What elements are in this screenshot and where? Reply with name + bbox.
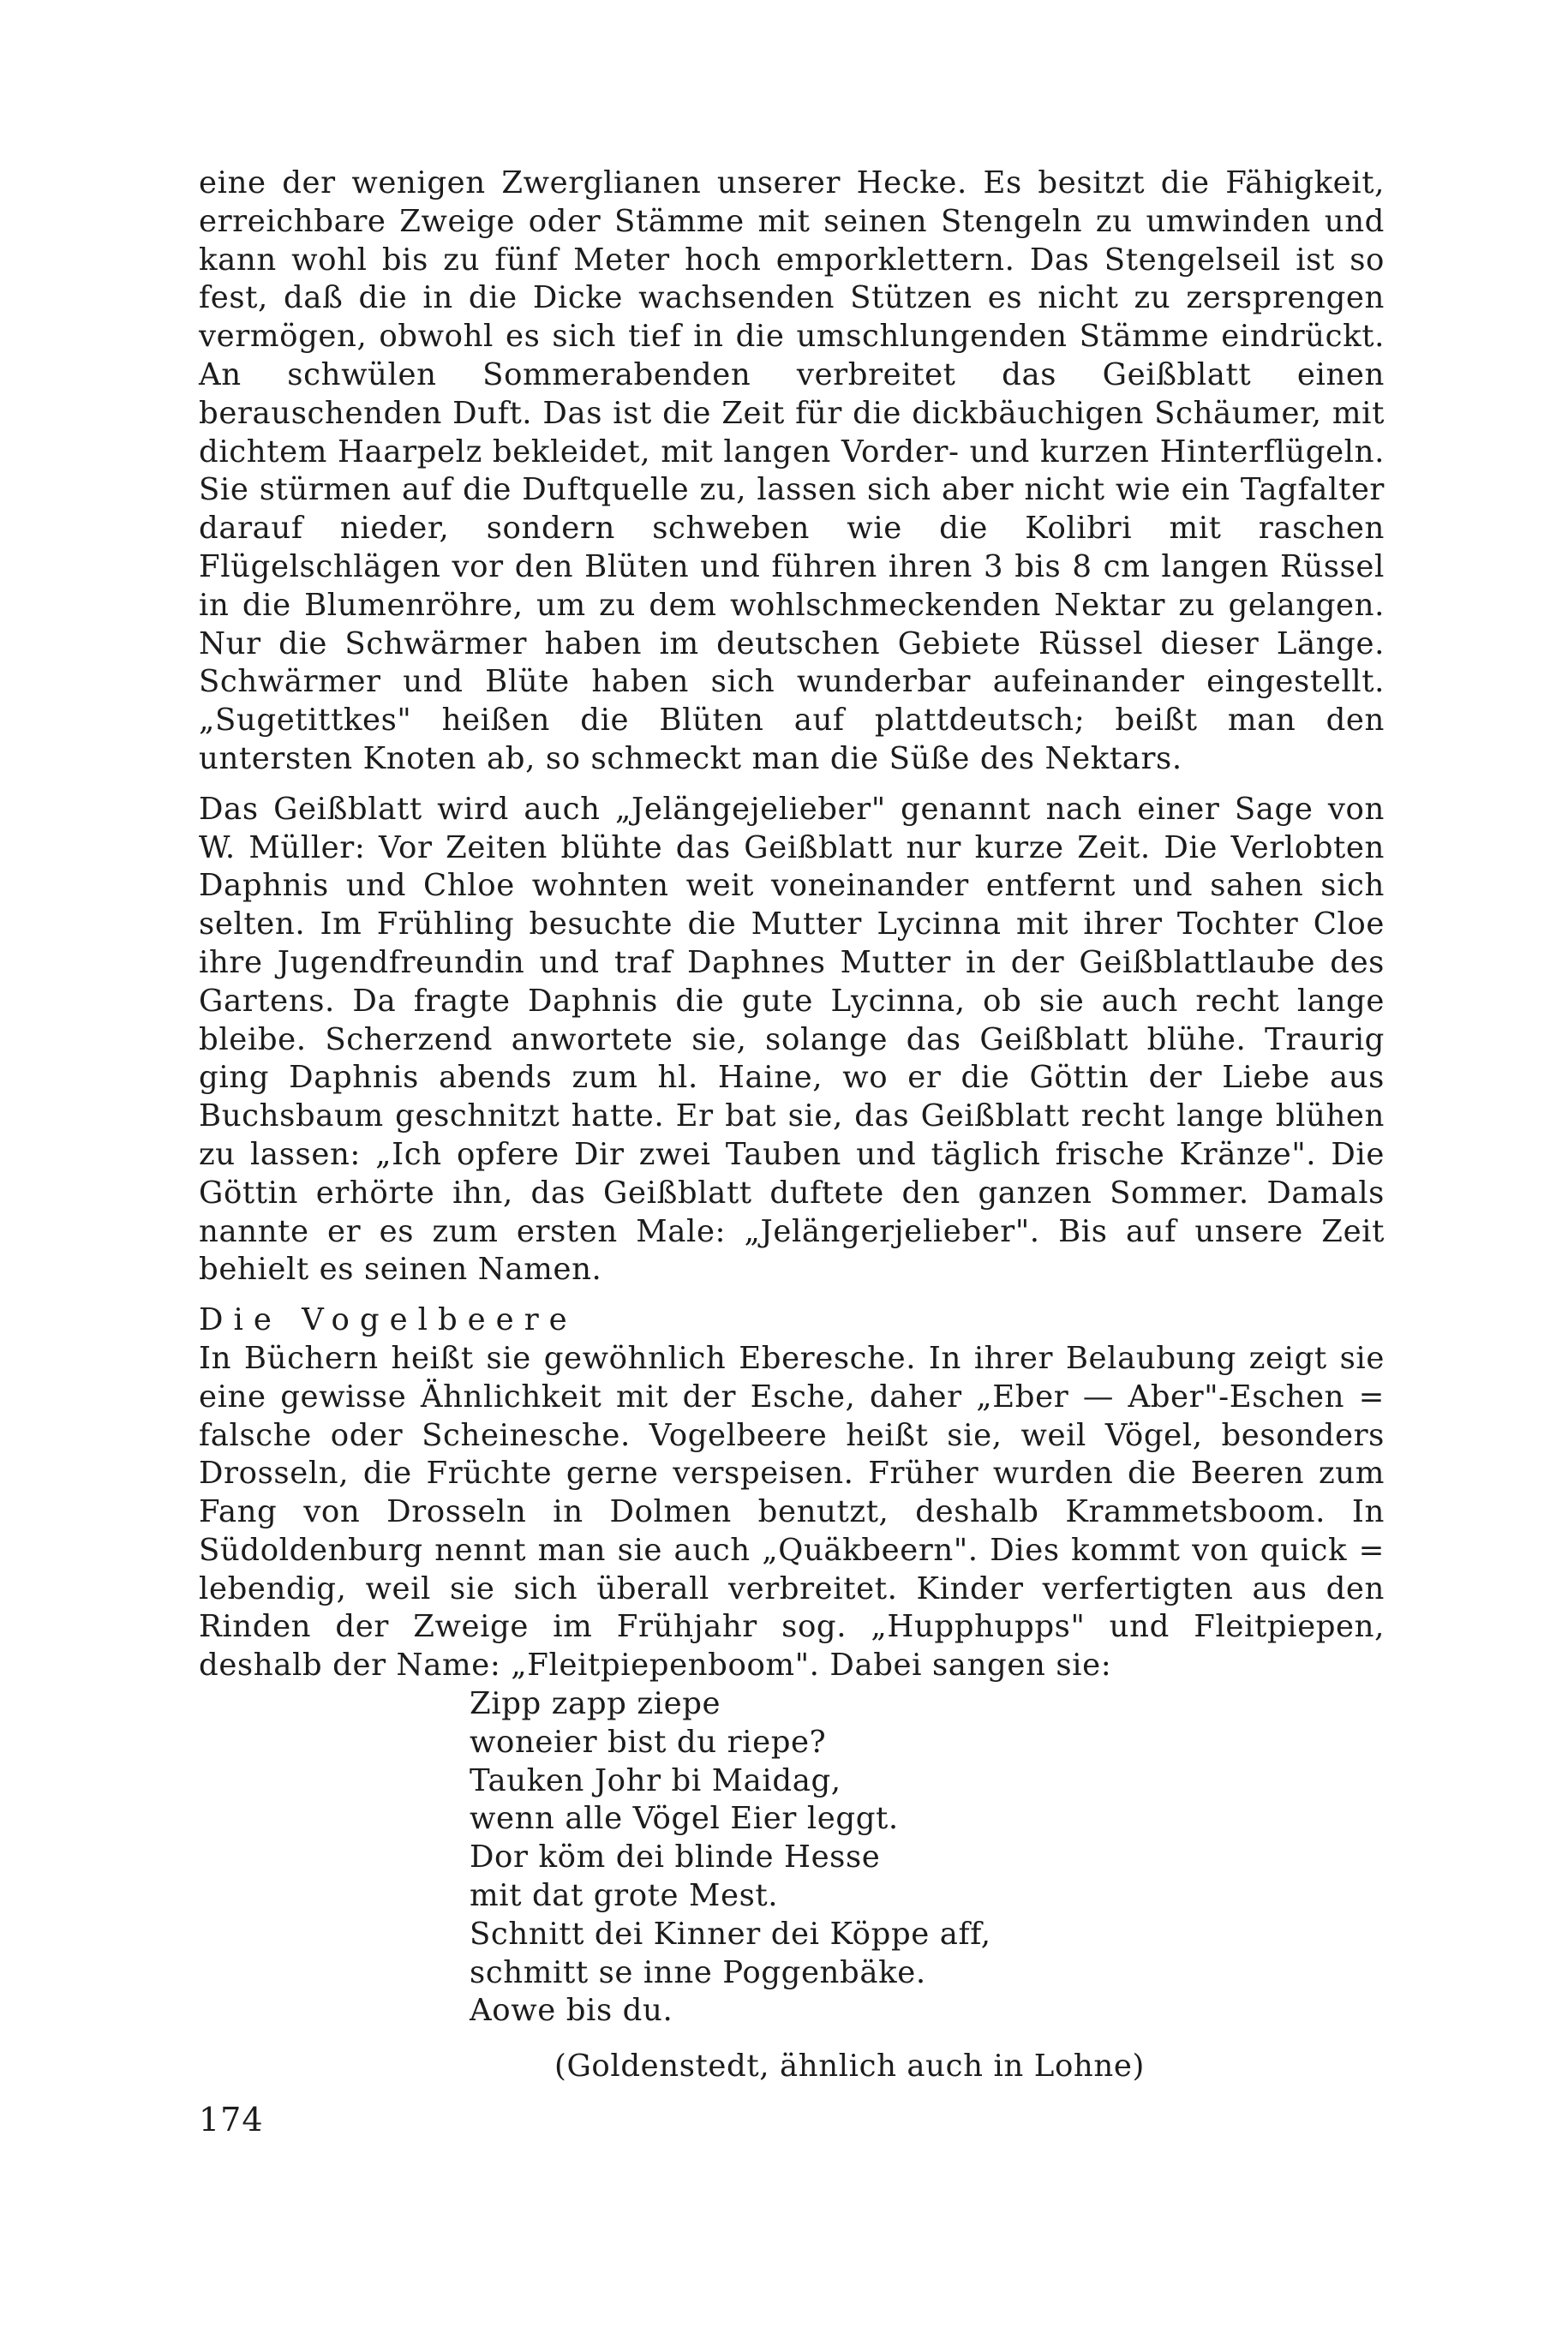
poem-line: woneier bist du riepe? <box>470 1724 827 1760</box>
folk-rhyme <box>470 1685 1385 2031</box>
poem-line: Dor köm dei blinde Hesse <box>470 1839 881 1875</box>
poem-line: schmitt se inne Poggenbäke. <box>470 1954 926 1990</box>
page-number: 174 <box>199 2101 264 2139</box>
poem-line: Schnitt dei Kinner dei Köppe aff, <box>470 1916 991 1952</box>
poem-line: mit dat grote Mest. <box>470 1878 779 1914</box>
paragraph-vogelbeere: In Büchern heißt sie gewöhnlich Eberesche. In ihrer Belaubung zeigt sie eine gewisse Ähnlichkeit mit der Esche, daher „Eber — Aber"-Eschen = falsche oder Scheinesche. Vogelbeere heißt sie, weil Vögel, besonders Drosseln, die Früchte gerne verspeisen. Früher wurden die Beeren zum Fang von Drosseln in Dolmen benutzt, deshalb Krammetsboom. In Südoldenburg nennt man sie auch „Quäkbeern". Dies kommt von quick = lebendig, weil sie sich überall verbreitet. Kinder verfertigten aus den Rinden der Zweige im Frühjahr sog. „Hupphupps" und Fleitpiepen, deshalb der Name: „Fleitpiepenboom". Dabei sangen sie: <box>199 1340 1385 1684</box>
paragraph-jelaengerjelieber-legend: Das Geißblatt wird auch „Jelängejelieber" genannt nach einer Sage von W. Müller: Vor Zeiten blühte das Geißblatt nur kurze Zeit. Die Verlobten Daphnis und Chloe wohnten weit voneinander entfernt und sahen sich selten. Im Frühling besuchte die Mutter Lycinna mit ihrer Tochter Cloe ihre Jugendfreundin und traf Daphnes Mutter in der Geißblattlaube des Gartens. Da fragte Daphnis die gute Lycinna, ob sie auch recht lange bleibe. Scherzend anwortete sie, solange das Geißblatt blühe. Traurig ging Daphnis abends zum hl. Haine, wo er die Göttin der Liebe aus Buchsbaum geschnitzt hatte. Er bat sie, das Geißblatt recht lange blühen zu lassen: „Ich opfere Dir zwei Tauben und täglich frische Kränze". Die Göttin erhörte ihn, das Geißblatt duftete den ganzen Sommer. Damals nannte er es zum ersten Male: „Jelängerjelieber". Bis auf unsere Zeit behielt es seinen Namen. <box>199 791 1385 1288</box>
paragraph-honeysuckle-climbing: eine der wenigen Zwerglianen unserer Hecke. Es besitzt die Fähigkeit, erreichbare Zweige oder Stämme mit seinen Stengeln zu umwinden und kann wohl bis zu fünf Meter hoch emporklettern. Das Stengelseil ist so fest, daß die in die Dicke wachsenden Stützen es nicht zu zersprengen vermögen, obwohl es sich tief in die umschlungenden Stämme eindrückt. An schwülen Sommerabenden verbreitet das Geißblatt einen berauschenden Duft. Das ist die Zeit für die dickbäuchigen Schäumer, mit dichtem Haarpelz bekleidet, mit langen Vorder- und kurzen Hinterflügeln. Sie stürmen auf die Duftquelle zu, lassen sich aber nicht wie ein Tagfalter darauf nieder, sondern schweben wie die Kolibri mit raschen Flügelschlägen vor den Blüten und führen ihren 3 bis 8 cm langen Rüssel in die Blumenröhre, um zu dem wohlschmeckenden Nektar zu gelangen. Nur die Schwärmer haben im deutschen Gebiete Rüssel dieser Länge. Schwärmer und Blüte haben sich wunderbar aufeinander eingestellt. „Sugetittkes" heißen die Blüten auf plattdeutsch; beißt man den untersten Knoten ab, so schmeckt man die Süße des Nektars. <box>199 165 1385 776</box>
page-body <box>199 165 1385 2086</box>
poem-line: Zipp zapp ziepe <box>470 1686 721 1722</box>
section-heading-vogelbeere: Die Vogelbeere <box>199 1302 578 1338</box>
poem-source: (Goldenstedt, ähnlich auch in Lohne) <box>554 2049 1145 2085</box>
poem-line: wenn alle Vögel Eier leggt. <box>470 1801 899 1837</box>
poem-line: Aowe bis du. <box>470 1993 673 2029</box>
poem-line: Tauken Johr bi Maidag, <box>470 1762 841 1798</box>
